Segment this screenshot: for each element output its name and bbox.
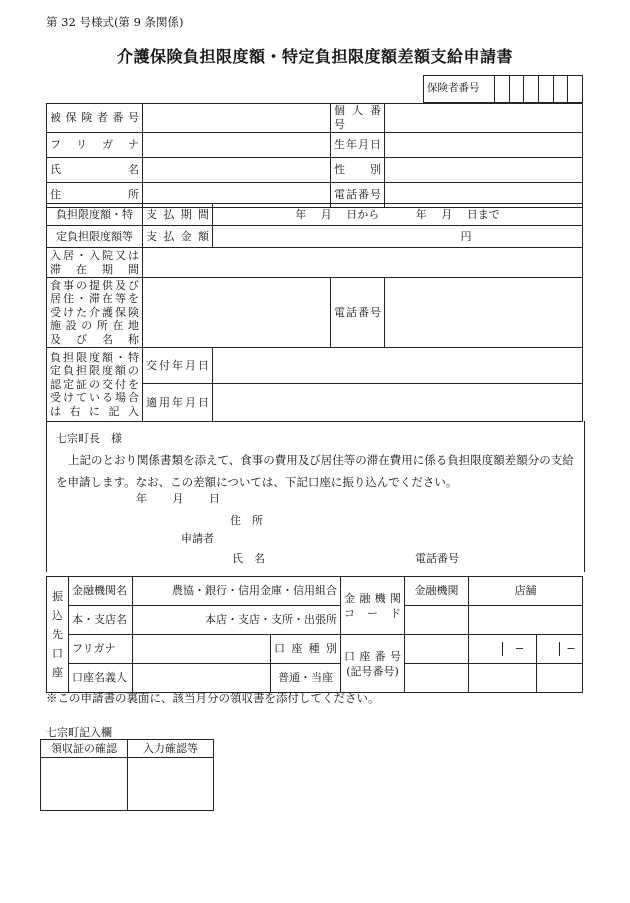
- payment-table: [46, 203, 583, 248]
- stay-period-input[interactable]: [143, 248, 583, 278]
- bank-code-label-line2: コ ー ド: [344, 606, 401, 620]
- account-number-input-a[interactable]: [469, 635, 537, 664]
- account-number-label: [341, 635, 405, 693]
- issue-date-label: 交付年月日: [143, 348, 213, 384]
- facility-label-line1: 食事の提供及び: [50, 278, 139, 292]
- payment-amount-input[interactable]: 円: [213, 226, 583, 248]
- transfer-account-char-3: 先: [52, 628, 63, 641]
- account-number-input-d[interactable]: [469, 664, 537, 693]
- account-furigana-input[interactable]: [133, 635, 271, 664]
- applicant-name[interactable]: 氏 名: [232, 552, 265, 565]
- birthdate-input[interactable]: [385, 132, 583, 157]
- furigana-input[interactable]: [143, 132, 331, 157]
- furigana-label: フ リ ガ ナ: [47, 132, 143, 157]
- insurer-number-table: [423, 75, 583, 103]
- account-dash-2: −: [559, 642, 582, 656]
- office-section-title: 七宗町記入欄: [46, 726, 112, 739]
- stay-period-label-line1: 入居・入院又は: [50, 248, 139, 262]
- apply-date-input[interactable]: [213, 384, 583, 422]
- applicant-phone[interactable]: 電話番号: [415, 552, 459, 565]
- address-label: 住 所: [47, 182, 143, 207]
- bank-code-branch-header: 店舗: [469, 577, 583, 606]
- facility-label-line2: 居住・滞在等を: [50, 292, 139, 306]
- page-title: 介護保険負担限度額・特定負担限度額差額支給申請書: [116, 47, 513, 66]
- facility-input[interactable]: [143, 278, 331, 348]
- payment-section-label-2: 定負担限度額等: [47, 226, 143, 248]
- account-type-label: 口 座 種 別: [271, 635, 341, 664]
- office-use-table: [40, 739, 214, 811]
- institution-label: 金融機関名: [69, 577, 133, 606]
- transfer-account-char-1: 振: [52, 590, 63, 603]
- birthdate-label: 生年月日: [331, 132, 385, 157]
- bank-code-label: [341, 577, 405, 635]
- bank-code-bank-header: 金融機関: [405, 577, 469, 606]
- account-number-label-line2: (記号番号): [346, 664, 399, 678]
- facility-label-line3: 受けた介護保険: [50, 305, 139, 319]
- name-input[interactable]: [143, 157, 331, 182]
- phone-label: 電話番号: [331, 182, 385, 207]
- facility-label-line4: 施 設 の 所 在 地: [50, 319, 139, 333]
- account-number-input-e[interactable]: [537, 664, 583, 693]
- receipt-check-cell[interactable]: [41, 758, 128, 811]
- certificate-label: [47, 348, 143, 422]
- salutation: 七宗町長 様: [56, 432, 122, 445]
- payment-section-label-1: 負担限度額・特: [47, 204, 143, 226]
- certificate-table: [46, 347, 583, 422]
- application-date[interactable]: 年 月 日: [136, 492, 220, 505]
- account-number-label-line1: 口 座 番 号: [344, 649, 401, 663]
- stay-period-label: [47, 248, 143, 278]
- sex-input[interactable]: [385, 157, 583, 182]
- applicant-address[interactable]: 住 所: [230, 514, 263, 527]
- account-type-input[interactable]: 普通・当座: [271, 664, 341, 693]
- facility-phone-label: 電話番号: [331, 278, 385, 348]
- institution-input[interactable]: 農協・銀行・信用金庫・信用組合: [133, 577, 341, 606]
- account-holder-input[interactable]: [133, 664, 271, 693]
- bank-code-label-line1: 金 融 機 関: [344, 591, 401, 605]
- applicant-label: 申請者: [181, 532, 214, 545]
- branch-code-input[interactable]: [469, 606, 583, 635]
- name-label: 氏 名: [47, 157, 143, 182]
- payment-period-label: 支 払 期 間: [143, 204, 213, 226]
- transfer-account-char-5: 座: [52, 666, 63, 679]
- branch-input[interactable]: 本店・支店・支所・出張所: [133, 606, 341, 635]
- certificate-label-line3: 認定証の交付を: [50, 377, 139, 391]
- attachment-note: ※この申請書の裏面に、該当月分の領収書を添付してください。: [46, 691, 380, 705]
- personal-number-input[interactable]: [385, 104, 583, 133]
- facility-label: [47, 278, 143, 348]
- receipt-check-header: 領収証の確認: [41, 740, 128, 758]
- facility-label-line5: 及 び 名 称: [50, 332, 139, 346]
- certificate-label-line4: 受けている場合: [50, 391, 139, 405]
- application-body: [46, 421, 585, 572]
- sex-label: 性 別: [331, 157, 385, 182]
- application-text: 上記のとおり関係書類を添えて、食事の費用及び居住等の滞在費用に係る負担限度額差額分の支給を申請します。なお、この差額については、下記口座に振り込んでください。: [56, 453, 574, 489]
- payment-period-input[interactable]: 年 月 日から 年 月 日まで: [213, 204, 583, 226]
- bank-code-input[interactable]: [405, 606, 469, 635]
- input-check-cell[interactable]: [128, 758, 214, 811]
- transfer-account-char-4: 口: [52, 647, 63, 660]
- input-check-header: 入力確認等: [128, 740, 214, 758]
- bank-account-table: [46, 576, 583, 693]
- account-furigana-label: フリガナ: [69, 635, 133, 664]
- account-number-input-b[interactable]: [537, 635, 583, 664]
- transfer-account-char-2: 込: [52, 609, 63, 622]
- branch-label: 本・支店名: [69, 606, 133, 635]
- insured-number-input[interactable]: [143, 104, 331, 133]
- stay-period-label-line2: 滞 在 期 間: [50, 262, 139, 276]
- personal-number-label: 個 人 番 号: [331, 104, 385, 133]
- applicant-info-table: [46, 103, 583, 208]
- insured-number-label: 被 保 険 者 番 号: [47, 104, 143, 133]
- certificate-label-line1: 負担限度額・特: [50, 350, 139, 364]
- form-number: 第 32 号様式(第 9 条関係): [46, 15, 184, 29]
- certificate-label-line2: 定負担限度額の: [50, 364, 139, 378]
- account-number-input-c[interactable]: [405, 664, 469, 693]
- facility-phone-input[interactable]: [385, 278, 583, 348]
- facility-table: [46, 277, 583, 348]
- issue-date-input[interactable]: [213, 348, 583, 384]
- payment-amount-label: 支 払 金 額: [143, 226, 213, 248]
- account-symbol-input[interactable]: [405, 635, 469, 664]
- insurer-number-label: 保険者番号: [424, 76, 495, 103]
- insurer-number-input[interactable]: [495, 76, 583, 103]
- apply-date-label: 適用年月日: [143, 384, 213, 422]
- transfer-account-label: [47, 577, 69, 693]
- account-dash-1: −: [502, 642, 536, 656]
- certificate-label-line5: は 右 に 記 入: [50, 404, 139, 418]
- stay-table: [46, 247, 583, 278]
- account-holder-label: 口座名義人: [69, 664, 133, 693]
